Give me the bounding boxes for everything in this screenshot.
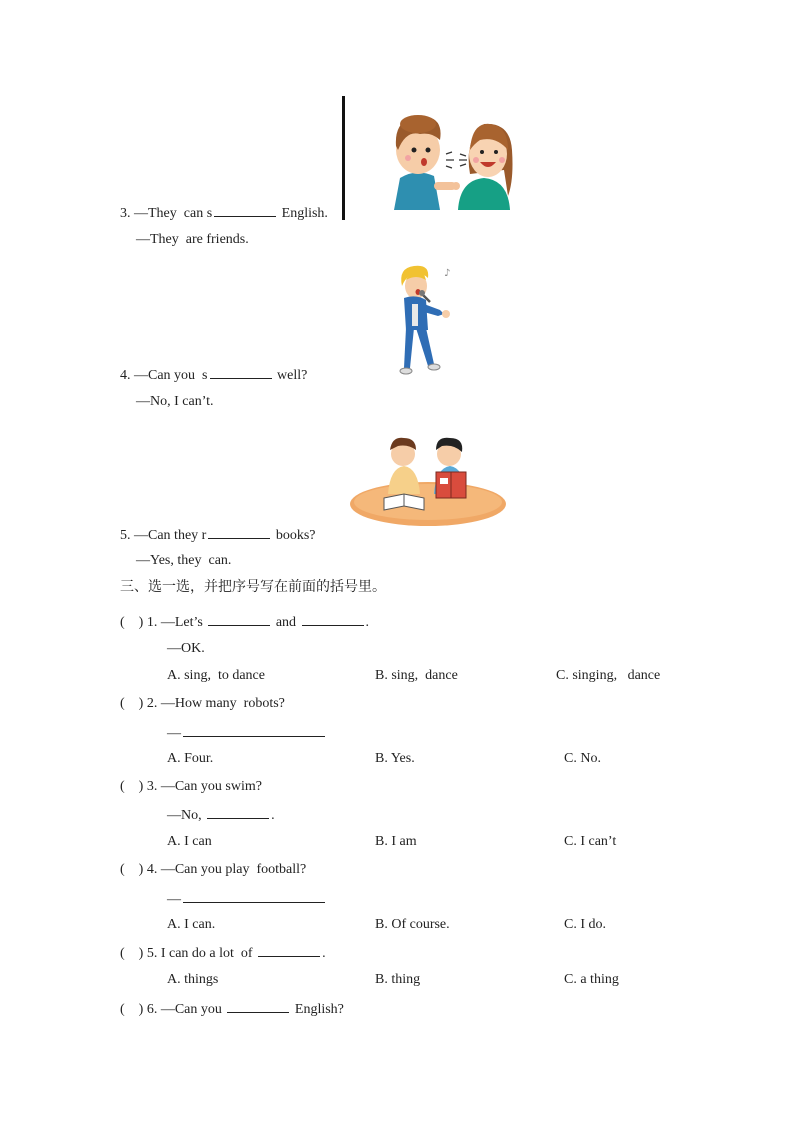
answer-blank[interactable] <box>302 613 364 626</box>
answer-paren[interactable]: ( ) <box>120 696 144 711</box>
mc-reply-1: —OK. <box>167 641 205 656</box>
mc-question-1: ( ) 1. —Let’s and . <box>120 615 370 630</box>
answer-blank[interactable] <box>183 890 325 903</box>
answer-blank[interactable] <box>183 724 325 737</box>
singing-boy-illustration <box>394 264 458 378</box>
option-b: B. Of course. <box>375 917 450 932</box>
svg-text:♪: ♪ <box>444 268 451 279</box>
option-c: C. singing, dance <box>556 668 661 683</box>
answer-paren[interactable]: ( ) <box>120 946 144 961</box>
option-b: B. sing, dance <box>375 668 458 683</box>
option-a: A. I can. <box>167 917 216 932</box>
mc-question-2: ( ) 2. —How many robots? <box>120 696 285 711</box>
answer-blank[interactable] <box>208 613 270 626</box>
answer-blank[interactable] <box>214 204 276 217</box>
vertical-divider <box>342 96 345 220</box>
mc-reply-4: — <box>167 890 327 908</box>
answer-blank[interactable] <box>258 944 320 957</box>
mc-reply-3: —No, . <box>167 808 275 823</box>
option-b: B. I am <box>375 834 417 849</box>
option-a: A. Four. <box>167 751 214 766</box>
q5-prompt: 5. —Can they r books? <box>120 528 316 543</box>
q3-prompt: 3. —They can s English. <box>120 206 328 221</box>
answer-blank[interactable] <box>207 806 269 819</box>
reading-boys-illustration <box>348 432 508 528</box>
option-b: B. Yes. <box>375 751 415 766</box>
mc-question-3: ( ) 3. —Can you swim? <box>120 779 262 794</box>
answer-blank[interactable] <box>210 366 272 379</box>
option-c: C. I do. <box>564 917 606 932</box>
talking-kids-illustration <box>384 110 516 214</box>
option-a: A. things <box>167 972 219 987</box>
q4-answer: —No, I can’t. <box>136 394 214 409</box>
q5-answer: —Yes, they can. <box>136 553 232 568</box>
mc-question-4: ( ) 4. —Can you play football? <box>120 862 307 877</box>
answer-blank[interactable] <box>227 1000 289 1013</box>
mc-reply-2: — <box>167 724 327 742</box>
option-c: C. No. <box>564 751 601 766</box>
answer-paren[interactable]: ( ) <box>120 862 144 877</box>
q4-prompt: 4. —Can you s well? <box>120 368 308 383</box>
option-a: A. sing, to dance <box>167 668 265 683</box>
answer-paren[interactable]: ( ) <box>120 779 144 794</box>
answer-blank[interactable] <box>208 526 270 539</box>
option-c: C. a thing <box>564 972 619 987</box>
mc-question-6: ( ) 6. —Can you English? <box>120 1002 344 1017</box>
q3-answer: —They are friends. <box>136 232 249 247</box>
option-b: B. thing <box>375 972 421 987</box>
mc-question-5: ( ) 5. I can do a lot of . <box>120 946 326 961</box>
option-c: C. I can’t <box>564 834 617 849</box>
answer-paren[interactable]: ( ) <box>120 615 144 630</box>
answer-paren[interactable]: ( ) <box>120 1002 144 1017</box>
section-heading: 三、选一选，并把序号写在前面的括号里。 <box>120 579 386 595</box>
option-a: A. I can <box>167 834 212 849</box>
